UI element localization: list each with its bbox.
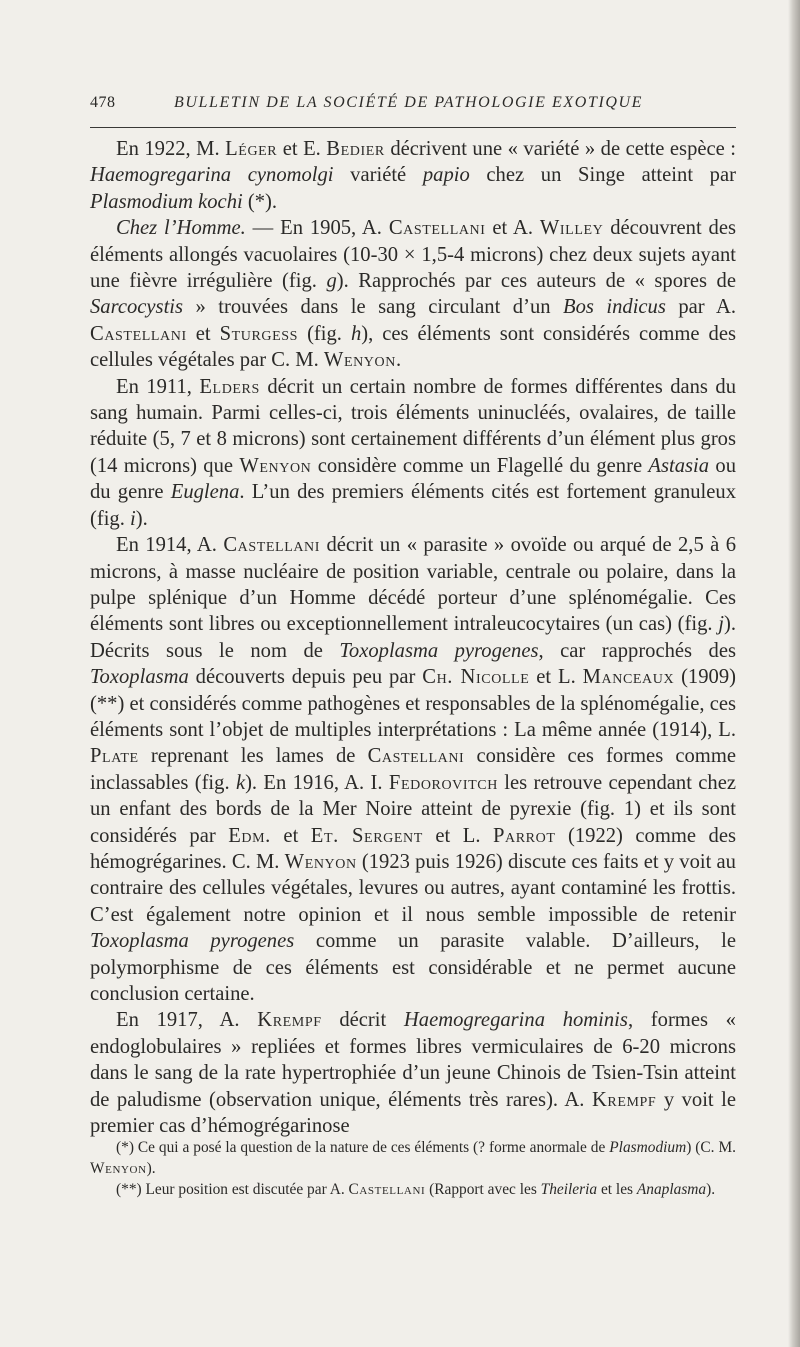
text-run: et L.: [529, 666, 583, 689]
text-run: — En 1905, A.: [245, 217, 389, 240]
text-run: et E.: [277, 138, 327, 160]
text-run: découvrent des éléments allongés vacuolaires (10-30 × 1,5-4 microns) chez deux sujets ayant une fièvre irrégulière (fig.: [90, 217, 736, 293]
small-caps-run: Castellani: [388, 217, 486, 240]
text-run: décrit un certain nombre de formes différentes dans du sang humain. Parmi celles-ci, trois éléments uninucléés, ovalaires, de taille réduite (5, 7 et 8 microns) sont certainement différents d’un élément plus gros (14 microns) que: [90, 375, 736, 477]
text-run: . L’un des premiers éléments cités est fortement granuleux (fig.: [90, 481, 736, 530]
small-caps-run: Edm.: [228, 824, 271, 847]
text-run: En 1922, M.: [116, 138, 226, 160]
small-caps-run: Ch. Nicolle: [422, 666, 530, 689]
text-run: (fig.: [298, 322, 351, 345]
italic-run: Toxoplasma pyrogenes: [339, 639, 539, 662]
small-caps-run: Parrot: [492, 824, 556, 847]
small-caps-run: Léger: [225, 138, 278, 160]
small-caps-run: Wenyon: [90, 1160, 147, 1177]
small-caps-run: Elders: [199, 375, 260, 398]
running-header: [90, 91, 718, 115]
text-run: (Rapport avec les: [425, 1181, 541, 1198]
small-caps-run: Krempf: [257, 1009, 322, 1032]
italic-run: Plasmodium: [609, 1139, 687, 1156]
text-run: ), ces éléments sont considérés comme des cellules végétales par C. M.: [90, 322, 736, 372]
paragraph: [90, 374, 736, 532]
text-run: et L.: [422, 824, 493, 847]
text-run: (*).: [242, 190, 278, 213]
text-run: (1909) (**) et considérés comme pathogènes et responsables de la splénomégalie, ces éléments sont l’objet de multiples interprétations : La même année (1914), L.: [90, 666, 736, 741]
italic-run: Toxoplasma: [90, 666, 189, 689]
text-run: par A.: [665, 296, 736, 319]
italic-run: i: [130, 507, 136, 530]
small-caps-run: Willey: [539, 217, 604, 240]
text-run: ). Rapprochés par ces auteurs de « spores de: [336, 270, 736, 293]
text-run: ).: [146, 1160, 156, 1177]
italic-run: Chez l’Homme.: [116, 217, 246, 240]
small-caps-run: Krempf: [591, 1088, 657, 1111]
italic-run: papio: [422, 164, 470, 187]
small-caps-run: Castellani: [367, 745, 465, 768]
italic-run: Theileria: [540, 1181, 598, 1198]
text-run: , formes « endoglobulaires » repliées et formes libres vermiculaires de 6-20 microns dans le sang de la rate hypertrophiée d’un jeune Chinois de Tsien-Tsin atteint de paludisme (observation unique, éléments très rares). A.: [90, 1009, 736, 1111]
small-caps-run: Wenyon: [284, 850, 357, 873]
text-run: » trouvées dans le sang circulant d’un: [183, 296, 564, 319]
text-run: décrivent une « variété » de cette espèce :: [384, 138, 736, 160]
text-run: ). En 1916, A. I.: [245, 771, 389, 794]
paragraph: [90, 1007, 736, 1139]
small-caps-run: Manceaux: [582, 666, 675, 689]
italic-run: Bos indicus: [563, 296, 666, 319]
small-caps-run: Wenyon: [323, 349, 396, 372]
text-run: ). Décrits sous le nom de: [90, 613, 736, 662]
text-run: ou du genre: [90, 454, 736, 504]
small-caps-run: Castellani: [223, 534, 321, 557]
text-run: ).: [135, 507, 148, 530]
footnote: [90, 1179, 736, 1200]
italic-run: Euglena: [170, 481, 240, 504]
text-run: En 1917, A.: [116, 1009, 258, 1032]
text-run: chez un Singe atteint par: [469, 164, 736, 187]
paragraph: [90, 532, 736, 1007]
small-caps-run: Wenyon: [239, 454, 312, 477]
text-run: considère comme un Flagellé du genre: [311, 454, 649, 477]
article-body: [90, 136, 736, 1139]
text-run: En 1914, A.: [116, 534, 224, 557]
text-run: En 1911,: [116, 375, 200, 398]
italic-run: Haemogregarina hominis: [403, 1009, 628, 1032]
text-run: et: [186, 322, 220, 345]
footnotes: [90, 1137, 736, 1200]
footnote: [90, 1137, 736, 1179]
italic-run: Sarcocystis: [90, 296, 184, 319]
small-caps-run: Plate: [90, 745, 139, 768]
header-rule: [90, 127, 736, 128]
small-caps-run: Sturgess: [219, 322, 299, 345]
italic-run: Astasia: [648, 454, 710, 477]
italic-run: Anaplasma: [636, 1181, 707, 1198]
text-run: ) (C. M.: [686, 1139, 736, 1156]
small-caps-run: Et. Sergent: [310, 824, 423, 847]
text-run: .: [395, 349, 402, 372]
small-caps-run: Castellani: [348, 1181, 426, 1198]
text-run: découverts depuis peu par: [188, 666, 423, 689]
page-number: 478: [90, 94, 116, 111]
italic-run: g: [326, 270, 337, 293]
paragraph: [90, 215, 736, 373]
text-run: ).: [706, 1181, 716, 1198]
small-caps-run: Bedier: [326, 138, 385, 160]
page-edge-shadow: [788, 0, 800, 1347]
text-run: et A.: [485, 217, 540, 240]
text-run: (1922) comme des hémogrégarines. C. M.: [90, 824, 736, 873]
small-caps-run: Castellani: [90, 322, 187, 345]
text-run: , car rapprochés des: [538, 639, 736, 662]
paragraph: [90, 136, 736, 215]
text-run: considère ces formes comme inclassables (fig.: [90, 745, 736, 794]
text-run: et: [270, 824, 311, 847]
text-run: y voit le premier cas d’hémogrégarinose: [90, 1088, 736, 1138]
text-run: décrit un « parasite » ovoïde ou arqué de 2,5 à 6 microns, à masse nucléaire de position variable, centrale ou polaire, dans la pulpe splénique d’un Homme décédé porteur d’une splénomégalie. Ces éléments sont libres ou exceptionnellement intraleucocytaires (un cas) (fig.: [90, 534, 736, 636]
text-run: les retrouve cependant chez un enfant des bords de la Mer Noire atteint de pyrexie (fig. 1) et ils sont considérés par: [90, 771, 736, 847]
text-run: et les: [597, 1181, 637, 1198]
small-caps-run: Fedorovitch: [388, 771, 498, 794]
italic-run: Haemogregarina cynomolgi: [90, 164, 334, 187]
italic-run: h: [350, 322, 362, 345]
text-run: (*) Ce qui a posé la question de la nature de ces éléments (? forme anormale de: [116, 1139, 610, 1156]
text-run: (1923 puis 1926) discute ces faits et y voit au contraire des cellules végétales, levures ou autres, ayant contaminé les frottis. C’est également notre opinion et il nous semble impossible de retenir: [90, 850, 736, 926]
italic-run: Toxoplasma pyrogenes: [90, 930, 295, 953]
running-title: BULLETIN DE LA SOCIÉTÉ DE PATHOLOGIE EXOTIQUE: [174, 94, 644, 111]
text-run: comme un parasite valable. D’ailleurs, le polymorphisme de ces éléments est considérable et ne permet aucune conclusion certaine.: [90, 930, 736, 1005]
text-run: variété: [333, 164, 423, 187]
italic-run: k: [235, 771, 246, 794]
italic-run: Plasmodium kochi: [90, 190, 243, 213]
text-run: décrit: [321, 1009, 404, 1032]
italic-run: j: [718, 613, 724, 636]
text-run: reprenant les lames de: [138, 745, 368, 768]
text-run: (**) Leur position est discutée par A.: [116, 1181, 349, 1198]
